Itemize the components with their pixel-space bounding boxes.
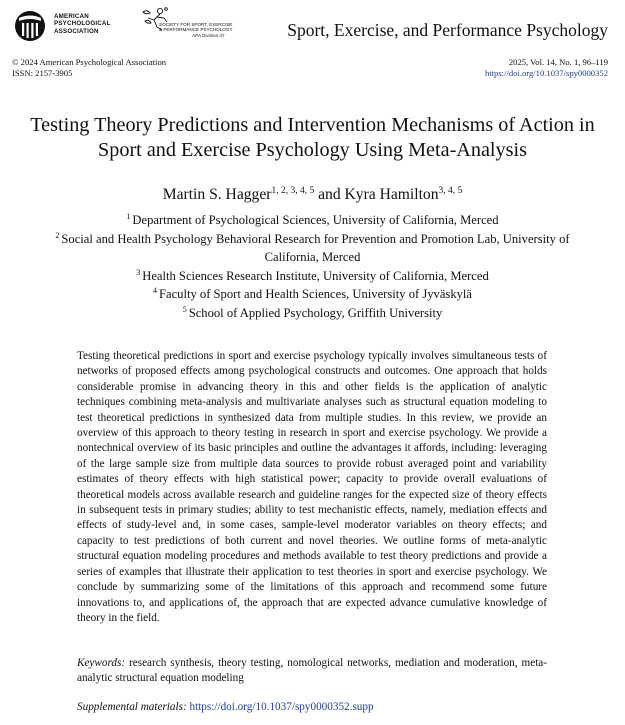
- keywords-label: Keywords:: [77, 657, 126, 669]
- supplemental-link[interactable]: https://doi.org/10.1037/spy0000352.supp: [189, 701, 374, 713]
- affiliation-list: [30, 211, 595, 323]
- keywords-text: research synthesis, theory testing, nomological networks, mediation and moderation, meta-analytic structural equation modeling: [77, 657, 547, 685]
- affiliation: [30, 304, 595, 323]
- apa-logo-line: AMERICAN: [54, 13, 89, 20]
- affiliation: [30, 211, 595, 230]
- affiliation-text: School of Applied Psychology, Griffith University: [188, 305, 443, 320]
- author-affiliation-marks: 1, 2, 3, 4, 5: [271, 186, 315, 196]
- apa-logo-icon: [12, 10, 52, 42]
- abstract: Testing theoretical predictions in sport and exercise psychology typically involves simultaneous tests of networks of proposed effects among psychological constructs and outcomes. One approach that holds considerable promise in advancing theory in this and other fields is the application of analytic techniques combining meta-analysis and multivariate analyses such as structural equation modeling to test theoretical predictions in synthesized data from multiple studies. In this review, we provide an overview of this approach to theory testing in research in sport and exercise psychology. We provide a nontechnical overview of its basic principles and outline the advantages it affords, including: leveraging of the large sample size from multiple data sources to provide robust averaged point and variability estimates of theory effects with high statistical power; capacity to provide overall evaluations of theoretical models across available research and guideline ranges for the expected size of theory effects in subsequent tests in primary studies; ability to test mechanistic effects, namely, mediation effects and effects of study-level and, in some cases, sample-level moderator variables on theory effects; and capacity to test predictions of both current and novel theories. We outline forms of meta-analytic structural equation modeling procedures and methods available to test theory predictions and provide a series of examples that illustrate their application to test theories in sport and exercise psychology. We conclude by summarizing some of the limitations of this approach and recommend some future innovations to, and applications of, the approach that are expected advance cumulative knowledge of theory in the field.: [77, 350, 547, 624]
- keywords: [77, 656, 547, 687]
- journal-name: Sport, Exercise, and Performance Psychology: [287, 20, 608, 40]
- affiliation: [30, 285, 595, 304]
- supplemental-label: Supplemental materials:: [77, 701, 187, 713]
- affiliation-text: Health Sciences Research Institute, University of California, Merced: [142, 268, 489, 283]
- apa-logo-line: ASSOCIATION: [54, 27, 99, 35]
- copyright-notice: © 2024 American Psychological Association: [12, 57, 167, 67]
- author-name: Martin S. Hagger: [162, 186, 272, 203]
- author-name: Kyra Hamilton: [344, 186, 439, 203]
- affiliation-number: 2: [55, 230, 60, 240]
- affiliation-text: Social and Health Psychology Behavioral Research for Prevention and Promotion Lab, University of California, Merced: [61, 231, 570, 265]
- author-affiliation-marks: 3, 4, 5: [438, 186, 463, 196]
- supplemental-materials: [77, 700, 547, 715]
- page-header: [0, 0, 625, 56]
- doi-link[interactable]: https://doi.org/10.1037/spy0000352: [484, 67, 608, 78]
- division-line: & PERFORMANCE PSYCHOLOGY: [159, 27, 233, 33]
- publication-meta-right: [485, 57, 608, 78]
- apa-logo-text: [54, 13, 111, 35]
- article-title: [0, 113, 625, 163]
- division-line: SOCIETY FOR SPORT, EXERCISE: [159, 22, 233, 27]
- affiliation-number: 4: [152, 286, 157, 296]
- apa-logo-line: PSYCHOLOGICAL: [54, 20, 111, 28]
- article-title-line: Sport and Exercise Psychology Using Meta-Analysis: [98, 139, 527, 161]
- affiliation-text: Department of Psychological Sciences, University of California, Merced: [132, 213, 499, 227]
- issn: ISSN: 2157-3905: [12, 67, 73, 78]
- publication-meta-left: [12, 57, 166, 78]
- author-joiner: and: [314, 186, 345, 203]
- author-list: [0, 186, 625, 204]
- affiliation-text: Faculty of Sport and Health Sciences, University of Jyväskylä: [158, 287, 473, 302]
- affiliation: [30, 267, 595, 286]
- division-47-text: [159, 22, 233, 38]
- affiliation-number: 5: [182, 304, 187, 314]
- affiliation-number: 3: [136, 267, 141, 277]
- affiliation-number: 1: [126, 212, 131, 221]
- article-title-line: Testing Theory Predictions and Intervention Mechanisms of Action in: [30, 114, 595, 136]
- division-label: APA Division 47: [192, 32, 225, 38]
- affiliation: [30, 230, 595, 267]
- citation: 2025, Vol. 14, No. 1, 96–119: [508, 57, 608, 67]
